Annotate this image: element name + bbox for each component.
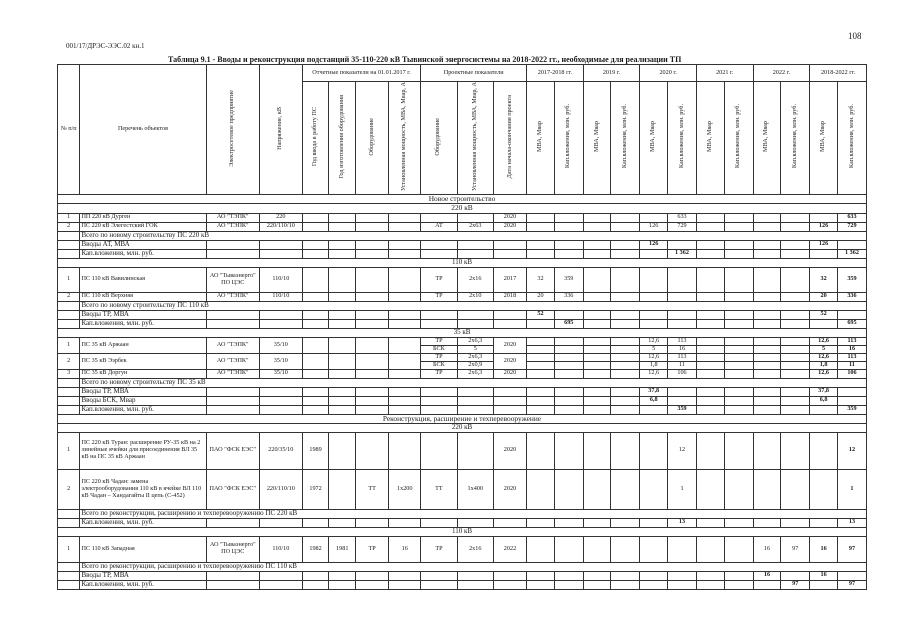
table-row: 3 ПС 35 кВ Доргун АО "ТЭПК" 35/10 ТР 2х6,3 2020 12,6 106 12,6 106 (58, 369, 867, 378)
total-row: Кап.вложения, млн. руб. 1 362 1 362 (58, 249, 867, 258)
total-row: Вводы ТР, МВА 52 52 (58, 310, 867, 319)
period-2022-header: 2022 г. (753, 65, 810, 82)
col-mva-2019-header: МВА, Мвар (592, 121, 600, 153)
table-title: Таблица 9.1 - Вводы и реконструкция подстанций 35-110-220 кВ Тывинской энергосистемы на 2018-2022 гг., необходимые для реализации ТП (168, 55, 682, 64)
col-voltage-header: Напряжение, кВ (276, 106, 284, 150)
col-mva-2022-header: МВА, Мвар (762, 121, 770, 153)
table-row: 2 ПС 110 кВ Верхняя АО "ТЭПК" 110/10 ТР 2х10 2018 20 336 20 336 (58, 292, 867, 301)
object-name: ПС 220 кВ Туран: расширение РУ-35 кВ на 2 линейные ячейки для присоединения ВЛ 35 кВ на ПС 35 кВ Аржаан (80, 432, 206, 469)
total-new-220-label: Всего по новому строительству ПС 220 кВ (80, 231, 867, 240)
subsection-new-220: 220 кВ (58, 204, 867, 213)
col-kap-total-header: Кап.вложения, млн. руб. (847, 104, 855, 169)
total-row: Вводы ТР, МВА 37,8 37,8 (58, 387, 867, 396)
object-name: ПС 35 кВ Ээрбек (80, 353, 206, 369)
col-year-header: Год ввода в работу ПС (311, 106, 319, 167)
total-row: Вводы ТР, МВА 16 16 (58, 571, 867, 580)
table-row: 1 ПС 110 кВ Западная АО "Тываэнерго" ПО ЦЭС 110/10 1982 1981 ТР 16 ТР 2х16 2022 16 97 16 97 (58, 536, 867, 562)
total-recon-110-label: Всего по реконструкции, расширению и техперевооружению ПС 110 кВ (80, 562, 867, 571)
total-row: Кап.вложения, млн. руб. 695 695 (58, 319, 867, 328)
subsection-recon-220: 220 кВ (58, 423, 867, 432)
period-2017-2018-header: 2017-2018 гг. (527, 65, 584, 82)
section-reconstruction: Реконструкция, расширение и техперевооружение (58, 414, 867, 423)
col-mva-2017-header: МВА, Мвар (535, 121, 543, 153)
table-row: 1 ПС 110 кВ Вавилинская АО "Тываэнерго" ПО ЦЭС 110/10 ТР 2х16 2017 32 359 32 359 (58, 267, 867, 292)
col-kap-2020-header: Кап.вложения, млн. руб. (677, 104, 685, 169)
col-mva-2020-header: МВА, Мвар (649, 121, 657, 153)
col-equipment-header: Оборудование (367, 117, 375, 156)
col-num-header: № п/п (58, 65, 80, 195)
page-number: 108 (848, 31, 862, 41)
object-name: ПС 220 кВ Элегестский ГОК (80, 222, 206, 231)
total-row: Вводы АТ, МВА 126 126 (58, 240, 867, 249)
object-name: ПС 220 кВ Чадан: замена электрооборудования 110 кВ в ячейке ВЛ 110 кВ Чадан – Хандагайты II цепь (С-452) (80, 469, 206, 509)
table-row: БСК 5 5 16 5 16 (58, 345, 867, 353)
document-code: 001/17/ДРЭС-ЭЭС.02 кн.1 (66, 42, 145, 50)
reported-group-header: Отчетные показатели на 01.01.2017 г. (302, 65, 421, 82)
col-objects-header: Перечень объектов (80, 65, 206, 195)
table-row: БСК 2х0,9 1,8 11 1,8 11 (58, 361, 867, 369)
table-row: 2 ПС 220 кВ Элегестский ГОК АО "ТЭПК" 220/110/10 АТ 2х63 2020 126 729 126 729 (58, 222, 867, 231)
period-total-header: 2018-2022 гг. (810, 65, 867, 82)
total-row: Кап.вложения, млн. руб. 13 13 (58, 518, 867, 527)
total-new-35-label: Всего по новому строительству ПС 35 кВ (80, 378, 867, 387)
total-row: Кап.вложения, млн. руб. 359 359 (58, 405, 867, 414)
col-kap-2019-header: Кап.вложения, млн. руб. (620, 104, 628, 169)
table-row: 1 ПС 35 кВ Аржаан АО "ТЭПК" 35/10 ТР 2х6,3 2020 12,6 113 12,6 113 (58, 337, 867, 345)
table-row: 1 ПС 220 кВ Туран: расширение РУ-35 кВ на 2 линейные ячейки для присоединения ВЛ 35 кВ на ПС 35 кВ Аржаан ПАО "ФСК ЕЭС" 220/35/10 1989 2020 12 12 (58, 432, 867, 469)
col-mva-total-header: МВА, Мвар (819, 121, 827, 153)
col-enterprise-header: Электросетевое предприятие (228, 89, 236, 167)
period-2021-header: 2021 г. (696, 65, 753, 82)
header-row-1 (58, 65, 867, 82)
design-group-header: Проектные показатели (421, 65, 527, 82)
total-row: Вводы БСК, Мвар 6,8 6,8 (58, 396, 867, 405)
object-name: ПС 110 кВ Верхняя (80, 292, 206, 301)
col-project-dates-header: Дата начала-окончания проекта (505, 94, 513, 179)
table-row: 2 ПС 35 кВ Ээрбек АО "ТЭПК" 35/10 ТР 2х6,3 2020 12,6 113 12,6 113 (58, 353, 867, 361)
object-name: ПП 220 кВ Дурген (80, 213, 206, 222)
col-design-equipment-header: Оборудование (434, 117, 442, 156)
object-name: ПС 35 кВ Аржаан (80, 337, 206, 353)
col-year-mfg-header: Год изготовления оборудования (337, 94, 345, 179)
col-kap-2022-header: Кап.вложения, млн. руб. (790, 104, 798, 169)
period-2020-header: 2020 г. (640, 65, 697, 82)
col-kap-2017-header: Кап.вложения, млн. руб. (564, 104, 572, 169)
object-name: ПС 110 кВ Западная (80, 536, 206, 562)
total-new-110-label: Всего по новому строительству ПС 110 кВ (80, 301, 867, 310)
substations-table (57, 64, 867, 590)
col-kap-2021-header: Кап.вложения, млн. руб. (734, 104, 742, 169)
total-recon-220-label: Всего по реконструкции, расширению и техперевооружению ПС 220 кВ (80, 509, 867, 518)
subsection-new-35: 35 кВ (58, 328, 867, 337)
object-name: ПС 35 кВ Доргун (80, 369, 206, 378)
subsection-recon-110: 110 кВ (58, 527, 867, 536)
table-row: 1 ПП 220 кВ Дурген АО "ТЭПК" 220 2020 633 633 (58, 213, 867, 222)
col-design-capacity-header: Установленная мощность, МВА, Мвар, А (470, 82, 478, 192)
subsection-new-110: 110 кВ (58, 258, 867, 267)
table-row: 2 ПС 220 кВ Чадан: замена электрооборудования 110 кВ в ячейке ВЛ 110 кВ Чадан – Хандагайты II цепь (С-452) ПАО "ФСК ЕЭС" 220/110/10 1972 ТТ 1х200 ТТ 1х400 2020 1 1 (58, 469, 867, 509)
col-mva-2021-header: МВА, Мвар (705, 121, 713, 153)
period-2019-header: 2019 г. (583, 65, 640, 82)
object-name: ПС 110 кВ Вавилинская (80, 267, 206, 292)
total-row: Кап.вложения, млн. руб. 97 97 (58, 580, 867, 589)
col-capacity-header: Установленная мощность, МВА, Мвар, А (400, 82, 408, 192)
section-new-construction: Новое строительство (58, 194, 867, 203)
